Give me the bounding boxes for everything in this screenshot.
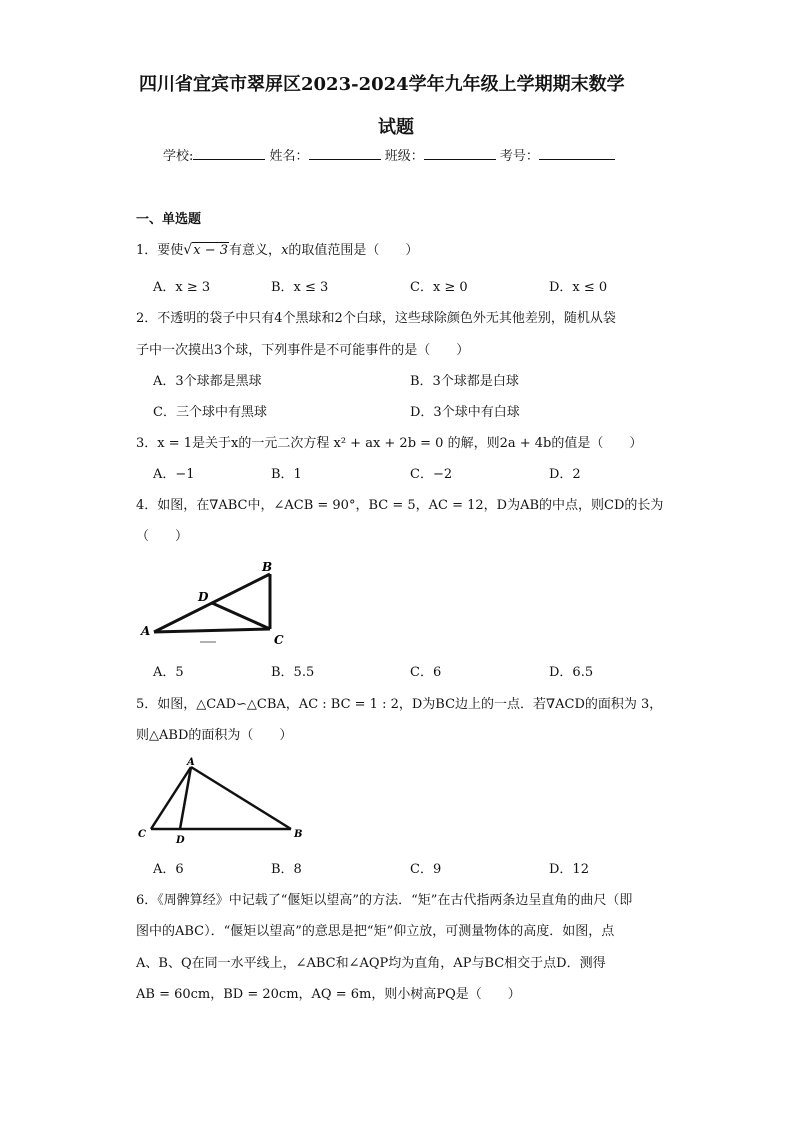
q1-option-c[interactable]: C．x ≥ 0 bbox=[410, 280, 468, 295]
q2-option-b[interactable]: B．3个球都是白球 bbox=[410, 374, 519, 389]
q4-line2: （ ） bbox=[136, 529, 189, 544]
class-blank[interactable] bbox=[424, 147, 496, 160]
q1-prefix: 1．要使 bbox=[136, 243, 184, 258]
q2-option-a[interactable]: A．3个球都是黑球 bbox=[153, 374, 262, 389]
page-title-line2: 试题 bbox=[378, 117, 414, 138]
name-label: 姓名： bbox=[269, 149, 309, 164]
q3-option-b[interactable]: B．1 bbox=[271, 467, 302, 482]
class-label: 班级： bbox=[384, 149, 424, 164]
q6-line2: 图中的ABC）．“偃矩以望高”的意思是把“矩”仰立放，可测量物体的高度．如图，点 bbox=[136, 924, 615, 939]
q5-line2: 则△ABD的面积为（ ） bbox=[136, 728, 293, 743]
q5-option-b[interactable]: B．8 bbox=[271, 862, 302, 877]
segment-ac bbox=[154, 629, 270, 632]
label-b: B bbox=[262, 560, 273, 574]
q2-option-c[interactable]: C．三个球中有黑球 bbox=[153, 405, 267, 420]
label-c: C bbox=[274, 633, 284, 647]
q5-option-c[interactable]: C．9 bbox=[410, 862, 442, 877]
page-title-line1: 四川省宜宾市翠屏区2023-2024学年九年级上学期期末数学 bbox=[139, 74, 625, 95]
q5-option-d[interactable]: D．12 bbox=[549, 862, 589, 877]
segment-cd bbox=[212, 603, 270, 629]
question-1 bbox=[136, 239, 418, 258]
q2-line1: 2．不透明的袋子中只有4个黑球和2个白球，这些球除颜色外无其他差别，随机从袋 bbox=[136, 311, 616, 326]
name-blank[interactable] bbox=[309, 147, 381, 160]
q4-option-b[interactable]: B．5.5 bbox=[271, 665, 315, 680]
q3-option-c[interactable]: C．−2 bbox=[410, 467, 453, 482]
q2-line2: 子中一次摸出3个球，下列事件是不可能事件的是（ ） bbox=[136, 343, 470, 358]
label-a: A bbox=[187, 757, 195, 768]
school-blank[interactable] bbox=[193, 147, 265, 160]
sqrt-icon: √ bbox=[183, 242, 193, 258]
q3-text: 3．x = 1是关于x的一元二次方程 x² + ax + 2b = 0 的解，则2a + 4b的值是（ ） bbox=[136, 436, 643, 451]
q4-triangle-figure bbox=[136, 557, 296, 649]
q1-option-b[interactable]: B．x ≤ 3 bbox=[271, 280, 329, 295]
q1-mid: 有意义， bbox=[229, 243, 282, 258]
school-label: 学校: bbox=[163, 149, 194, 164]
segment-ab bbox=[191, 767, 291, 829]
q3-option-d[interactable]: D．2 bbox=[549, 467, 581, 482]
label-b: B bbox=[294, 829, 303, 840]
section-heading: 一、单选题 bbox=[136, 212, 202, 227]
number-blank[interactable] bbox=[539, 147, 615, 160]
q1-radicand: x − 3 bbox=[193, 243, 229, 258]
q4-option-c[interactable]: C．6 bbox=[410, 665, 442, 680]
q4-option-a[interactable]: A．5 bbox=[153, 665, 184, 680]
q5-triangle-figure bbox=[134, 755, 309, 850]
label-d: D bbox=[176, 835, 185, 846]
q1-option-a[interactable]: A．x ≥ 3 bbox=[153, 280, 211, 295]
q1-suffix: 的取值范围是（ ） bbox=[288, 243, 419, 258]
q4-option-d[interactable]: D．6.5 bbox=[549, 665, 594, 680]
q2-option-d[interactable]: D．3个球中有白球 bbox=[410, 405, 520, 420]
q4-line1: 4．如图，在∇ABC中，∠ACB = 90°，BC = 5，AC = 12，D为AB的中点，则CD的长为 bbox=[136, 498, 664, 513]
student-info bbox=[163, 145, 615, 164]
q1-var: x bbox=[281, 243, 289, 258]
number-label: 考号： bbox=[499, 149, 539, 164]
q6-line3: A、B、Q在同一水平线上，∠ABC和∠AQP均为直角，AP与BC相交于点D．测得 bbox=[136, 956, 606, 971]
q6-line1: 6．《周髀算经》中记载了“偃矩以望高”的方法．“矩”在古代指两条边呈直角的曲尺（即 bbox=[136, 893, 633, 908]
label-a: A bbox=[141, 624, 151, 638]
q5-line1: 5．如图，△CAD∽△CBA，AC : BC = 1 : 2，D为BC边上的一点．若∇ACD的面积为 3， bbox=[136, 697, 663, 712]
label-d: D bbox=[198, 590, 209, 604]
sqrt-expression bbox=[183, 243, 229, 258]
q3-option-a[interactable]: A．−1 bbox=[153, 467, 195, 482]
q5-option-a[interactable]: A．6 bbox=[153, 862, 184, 877]
q6-line4: AB = 60cm，BD = 20cm，AQ = 6m，则小树高PQ是（ ） bbox=[136, 987, 521, 1002]
label-c: C bbox=[138, 829, 146, 840]
q1-option-d[interactable]: D．x ≤ 0 bbox=[549, 280, 608, 295]
